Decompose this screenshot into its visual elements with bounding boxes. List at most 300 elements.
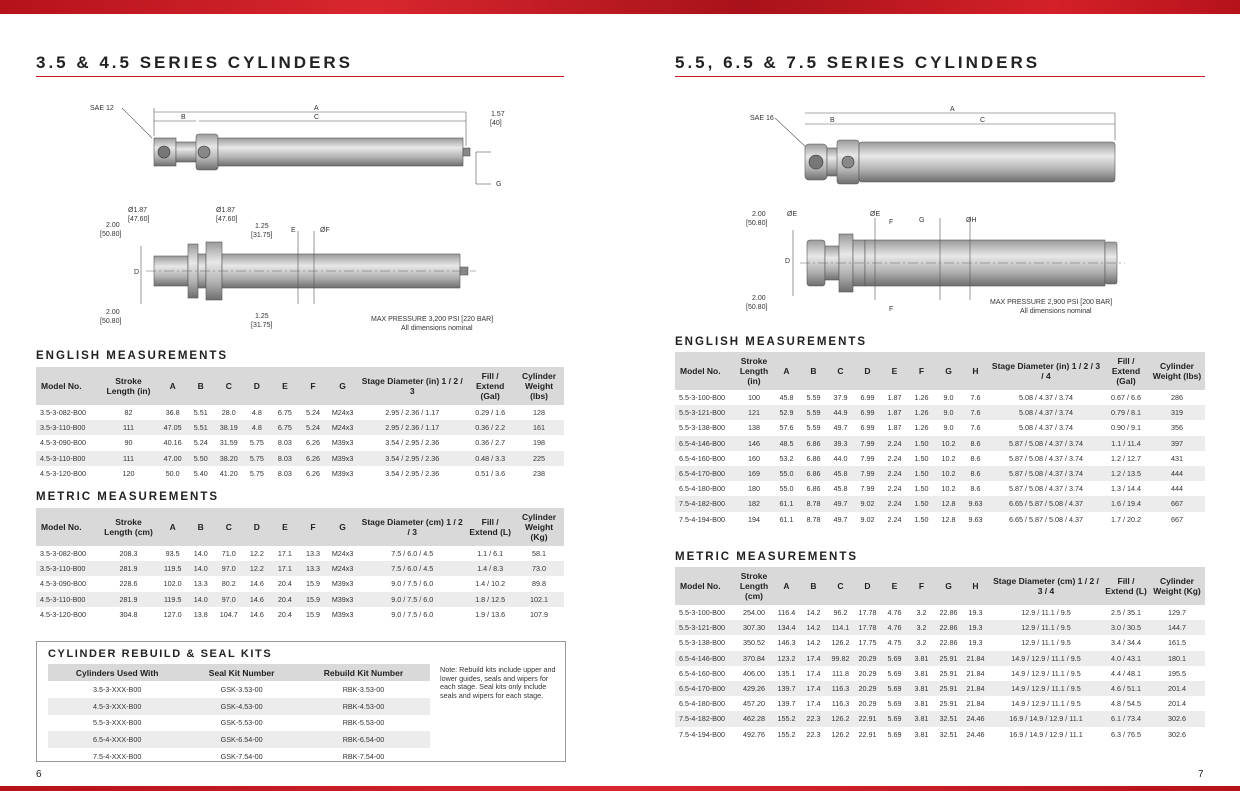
nominal-note: All dimensions nominal [1020,308,1092,315]
dim-D: D [785,258,791,265]
table-cell: 406.00 [743,668,765,678]
table-cell: 3.81 [914,699,929,709]
table-cell: 10.2 [935,436,962,451]
column-header: G [935,567,962,605]
table-cell: 28.0 [221,408,236,418]
table-cell: 9.0 / 7.5 / 6.0 [358,592,466,607]
table-cell: 16.9 / 14.9 / 12.9 / 11.1 [989,711,1103,726]
table-cell: 5.51 [193,408,208,418]
english-heading: ENGLISH MEASUREMENTS [675,336,868,348]
table-cell: GSK-7.54-00 [220,752,263,762]
table-row [675,681,1205,696]
table-cell: 12.9 / 11.1 / 9.5 [1021,638,1071,648]
table-cell: 99.82 [827,651,854,666]
table-cell: 126.2 [831,638,850,648]
table-cell: 20.29 [854,651,881,666]
table-cell: 22.91 [854,711,881,726]
table-cell: 111.8 [832,668,849,678]
table-cell: 3.5-3-XXX-B00 [92,684,142,694]
table-cell: 9.0 [943,423,954,433]
table-row [675,496,1205,511]
table-cell: 6.5-4-180-B00 [679,699,725,709]
table-cell: 146.3 [777,638,796,648]
table-cell: 7.5 / 6.0 / 4.5 [358,561,466,576]
table-cell: M24x3 [327,561,358,576]
table-cell: 21.84 [966,699,985,709]
table-cell: 116.3 [831,699,850,709]
table-cell: 180.1 [1149,651,1205,666]
table-cell: M24x3 [327,420,358,435]
table-cell: 7.5-4-194-B00 [679,729,725,739]
d125a-metric: [31.75] [251,232,273,239]
column-header: Stage Diameter (cm) 1 / 2 / 3 / 4 [989,567,1103,605]
dim-157: 1.57 [491,111,505,118]
table-cell: 667 [1149,496,1205,511]
table-cell: 17.75 [858,638,877,648]
column-header: Cylinder Weight (lbs) [514,367,564,405]
table-cell: 302.6 [1168,729,1186,739]
table-cell: 0.36 / 2.2 [466,420,514,435]
table-cell: 6.65 / 5.87 / 5.08 / 4.37 [1009,514,1083,524]
table-cell: 24.46 [966,729,985,739]
table-cell: 104.7 [219,609,238,619]
table-cell: 14.9 / 12.9 / 11.1 / 9.5 [989,651,1103,666]
table-cell: 6.5-4-146-B00 [675,651,735,666]
table-cell: 228.6 [119,579,138,589]
table-cell: 3.2 [908,620,935,635]
table-cell: M39x3 [331,468,354,478]
table-cell: RBK-4.53-00 [297,698,430,715]
column-header: C [215,508,243,546]
table-cell: 5.75 [249,468,264,478]
table-cell: 3.81 [914,729,929,739]
table-cell: M39x3 [331,579,354,589]
table-cell: 1.8 / 12.5 [466,592,514,607]
table-cell: 7.5-4-182-B00 [675,496,735,511]
table-cell: 201.4 [1149,681,1205,696]
table-cell: 7.5-4-182-B00 [675,711,735,726]
table-cell: 1.7 / 20.2 [1111,514,1141,524]
table-cell: 12.2 [243,561,271,576]
table-cell: 5.69 [887,668,902,678]
header-row [675,352,1205,390]
table-cell: 31.59 [219,438,238,448]
table-cell: 45.8 [779,393,794,403]
table-cell: 7.6 [962,405,989,420]
table-cell: 4.5-3-110-B00 [36,592,98,607]
table-cell: 4.8 [251,408,262,418]
column-header: B [800,352,827,390]
column-header: F [908,567,935,605]
table-cell: M24x3 [331,408,354,418]
table-cell: 4.5-3-120-B00 [40,609,86,619]
table-cell: 129.7 [1168,608,1186,618]
table-cell: 6.5-4-170-B00 [675,681,735,696]
table-cell: 4.5-3-090-B00 [40,579,86,589]
table-cell: 1.2 / 13.5 [1103,466,1149,481]
table-cell: 20.4 [277,609,292,619]
table-cell: 6.99 [860,423,875,433]
table-cell: 82 [124,408,133,418]
table-cell: 139.7 [777,699,796,709]
table-cell: 22.91 [858,729,877,739]
table-cell: 120 [122,468,135,478]
table-cell: 21.84 [962,651,989,666]
table-cell: 319 [1149,405,1205,420]
table-cell: 3.0 / 30.5 [1103,620,1149,635]
table-cell: 14.9 / 12.9 / 11.1 / 9.5 [1011,668,1081,678]
table-cell: 8.6 [962,466,989,481]
table-cell: 5.87 / 5.08 / 4.37 / 3.74 [1009,453,1083,463]
table-cell: 4.75 [887,638,902,648]
table-cell: 12.8 [935,496,962,511]
column-header: C [827,567,854,605]
table-cell: 45.8 [827,466,854,481]
table-cell: 5.5-3-100-B00 [679,608,725,618]
table-cell: 37.9 [833,393,848,403]
table-cell: 6.86 [800,436,827,451]
table-cell: 25.91 [935,651,962,666]
column-header: G [935,352,962,390]
table-cell: 55.0 [773,466,800,481]
table-cell: 431 [1171,453,1183,463]
table-cell: 48.5 [773,436,800,451]
table-cell: 2.95 / 2.36 / 1.17 [385,408,440,418]
table-cell: 201.4 [1168,699,1186,709]
table-cell: 14.6 [243,592,271,607]
table-row [675,420,1205,435]
table-cell: 21.84 [962,681,989,696]
table-cell: 8.78 [806,514,821,524]
table-cell: 7.99 [854,436,881,451]
kits-title: CYLINDER REBUILD & SEAL KITS [48,648,273,660]
table-row [48,731,430,748]
cylinder-diagram-left [36,96,564,336]
table-cell: 20.29 [858,699,877,709]
dim-G: G [919,217,925,224]
column-header: Stage Diameter (cm) 1 / 2 / 3 [358,508,466,546]
table-cell: 47.00 [159,451,187,466]
title-rule [675,76,1205,77]
table-cell: 6.86 [800,466,827,481]
table-row [675,451,1205,466]
d200a-metric: [50.80] [100,231,122,238]
table-row [675,436,1205,451]
table-cell: 53.2 [779,453,794,463]
table-cell: 9.63 [968,514,983,524]
table-cell: 32.51 [939,729,958,739]
table-cell: 7.99 [860,453,875,463]
table-cell: 2.5 / 35.1 [1111,608,1141,618]
table-cell: 281.9 [98,561,158,576]
column-header: Cylinder Weight (Kg) [1149,567,1205,605]
table-cell: 89.8 [532,579,547,589]
metric-table [675,567,1205,742]
table-cell: 41.20 [219,468,238,478]
metric-heading: METRIC MEASUREMENTS [36,491,220,503]
table-cell: 2.24 [881,466,908,481]
table-cell: 5.69 [887,699,902,709]
table-cell: 5.5-3-138-B00 [679,423,725,433]
table-cell: 0.90 / 9.1 [1111,423,1141,433]
column-header: G [327,367,358,405]
dia2-label: Ø1.87 [216,207,236,214]
table-cell: 24.46 [962,711,989,726]
table-cell: 2.24 [887,484,902,494]
table-cell: 5.87 / 5.08 / 4.37 / 3.74 [989,436,1103,451]
sae-label: SAE 16 [750,115,774,122]
table-cell: 44.0 [833,453,848,463]
table-cell: 17.4 [806,668,821,678]
table-cell: 7.6 [970,423,981,433]
table-cell: 444 [1171,484,1183,494]
dim-D: D [134,269,140,276]
nominal-note: All dimensions nominal [401,325,473,332]
table-cell: 119.5 [159,592,187,607]
table-cell: 5.5-3-138-B00 [679,638,725,648]
dim-B: B [830,117,835,124]
table-cell: 3.5-3-082-B00 [40,549,86,559]
table-cell: 15.9 [305,579,320,589]
table-cell: 307.30 [735,620,773,635]
table-cell: 40.16 [163,438,182,448]
table-cell: 14.9 / 12.9 / 11.1 / 9.5 [989,681,1103,696]
table-cell: 102.1 [514,592,564,607]
dim-B: B [181,114,186,121]
kits-box [36,641,566,762]
table-row [675,620,1205,635]
table-cell: 6.26 [305,438,320,448]
table-cell: 123.2 [773,651,800,666]
bottom-banner [0,786,1240,791]
table-cell: 492.76 [743,729,765,739]
table-cell: 9.63 [962,496,989,511]
table-cell: 22.86 [939,638,958,648]
column-header: Stroke Length (in) [98,367,158,405]
table-cell: 47.05 [159,420,187,435]
table-cell: 22.3 [800,711,827,726]
table-cell: 4.6 / 51.1 [1103,681,1149,696]
table-cell: 20.4 [277,579,292,589]
table-cell: 14.0 [187,592,215,607]
table-cell: 6.65 / 5.87 / 5.08 / 4.37 [989,496,1103,511]
table-cell: 5.08 / 4.37 / 3.74 [989,405,1103,420]
table-cell: M39x3 [327,451,358,466]
table-cell: 146 [735,436,773,451]
table-cell: 96.2 [833,608,848,618]
column-header: Model No. [675,352,735,390]
table-cell: 4.8 / 54.5 [1111,699,1141,709]
table-cell: 1.26 [914,393,929,403]
table-cell: RBK-5.53-00 [342,718,385,728]
table-cell: 32.51 [935,711,962,726]
column-header: A [159,367,187,405]
table-cell: 6.5-4-160-B00 [679,453,725,463]
d125a: 1.25 [255,223,269,230]
table-cell: 1.2 / 12.7 [1111,453,1141,463]
table-cell: 38.19 [215,420,243,435]
table-cell: GSK-4.53-00 [186,698,297,715]
table-cell: 6.75 [271,420,299,435]
table-cell: 14.2 [806,608,821,618]
table-cell: 55.0 [779,484,794,494]
table-cell: 6.86 [806,453,821,463]
dia2-metric: [47.60] [216,216,238,223]
table-row [675,405,1205,420]
table-cell: 225 [514,451,564,466]
column-header: H [962,352,989,390]
column-header: A [159,508,187,546]
table-cell: 13.8 [193,609,208,619]
table-cell: 144.7 [1149,620,1205,635]
table-cell: 6.75 [277,408,292,418]
column-header: D [854,567,881,605]
table-cell: 39.3 [827,436,854,451]
table-cell: 3.81 [908,681,935,696]
table-cell: 49.7 [827,496,854,511]
column-header: F [299,508,327,546]
table-cell: 22.3 [806,729,821,739]
table-cell: 15.9 [305,609,320,619]
table-cell: 17.1 [277,549,292,559]
top-banner [0,0,1240,14]
column-header: B [187,367,215,405]
kits-table [48,664,430,765]
table-cell: 135.1 [777,668,796,678]
pressure-note: MAX PRESSURE 3,200 PSI [220 BAR] [371,316,494,323]
table-cell: 36.8 [165,408,180,418]
table-cell: 20.4 [271,592,299,607]
dim-E: E [291,227,296,234]
table-cell: 25.91 [939,668,958,678]
table-cell: 58.1 [532,549,547,559]
table-cell: 4.8 [243,420,271,435]
table-cell: 111 [98,420,158,435]
d200a: 2.00 [106,222,120,229]
column-header: E [271,508,299,546]
table-cell: 97.0 [215,561,243,576]
table-cell: RBK-3.53-00 [342,684,385,694]
table-cell: 126.2 [827,711,854,726]
table-cell: 119.5 [159,561,187,576]
table-cell: 1.1 / 11.4 [1103,436,1149,451]
table-cell: 14.2 [806,638,821,648]
d200a-metric: [50.80] [746,220,768,227]
d200b: 2.00 [106,309,120,316]
table-cell: 4.5-3-110-B00 [36,451,98,466]
table-cell: 71.0 [221,549,236,559]
sae-label: SAE 12 [90,105,114,112]
table-row [48,715,430,732]
table-cell: 17.78 [858,608,877,618]
table-cell: 121 [735,405,773,420]
dim-A: A [314,105,319,112]
table-cell: 6.99 [860,393,875,403]
table-cell: 1.87 [881,405,908,420]
table-cell: 457.20 [743,699,765,709]
page-number: 7 [1198,769,1204,780]
table-cell: 1.87 [887,423,902,433]
table-cell: GSK-6.54-00 [186,731,297,748]
column-header: E [881,567,908,605]
column-header: G [327,508,358,546]
table-cell: 25.91 [935,681,962,696]
table-cell: 25.91 [939,699,958,709]
table-cell: 9.0 [935,405,962,420]
table-row [36,561,564,576]
table-cell: 21.84 [966,668,985,678]
table-cell: 1.50 [908,436,935,451]
table-cell: 286 [1171,393,1183,403]
table-cell: 80.2 [221,579,236,589]
table-cell: 6.86 [806,484,821,494]
table-row [36,420,564,435]
table-cell: RBK-6.54-00 [297,731,430,748]
table-cell: 0.79 / 8.1 [1103,405,1149,420]
table-row [675,651,1205,666]
table-cell: 208.3 [119,549,138,559]
table-cell: 5.69 [881,681,908,696]
column-header: Cylinder Weight (Kg) [514,508,564,546]
table-cell: 6.99 [854,405,881,420]
table-row [675,481,1205,496]
table-cell: 5.59 [806,423,821,433]
table-cell: 0.48 / 3.3 [466,451,514,466]
table-cell: 14.6 [249,579,264,589]
table-cell: 9.02 [860,514,875,524]
dim-40: [40] [490,120,502,127]
english-table [36,367,564,481]
table-row [675,605,1205,620]
table-cell: 12.9 / 11.1 / 9.5 [989,620,1103,635]
table-cell: 22.86 [939,608,958,618]
table-cell: 111 [98,451,158,466]
table-cell: 1.1 / 6.1 [477,549,504,559]
table-cell: 5.5-3-100-B00 [679,393,725,403]
table-cell: 194 [748,514,760,524]
table-cell: 12.9 / 11.1 / 9.5 [1021,608,1071,618]
table-cell: 5.08 / 4.37 / 3.74 [1019,393,1073,403]
table-row [36,435,564,450]
table-cell: 4.76 [881,620,908,635]
d200b-metric: [50.80] [100,318,122,325]
table-cell: 114.1 [827,620,854,635]
table-cell: 17.4 [800,681,827,696]
header-row [48,664,430,681]
table-cell: 134.4 [773,620,800,635]
table-cell: 4.76 [887,608,902,618]
column-header: Cylinder Weight (lbs) [1149,352,1205,390]
table-cell: 2.95 / 2.36 / 1.17 [358,420,466,435]
table-cell: 1.26 [914,423,929,433]
table-cell: 5.5-3-121-B00 [675,405,735,420]
table-cell: 73.0 [514,561,564,576]
table-cell: 2.24 [887,514,902,524]
table-cell: 17.4 [806,699,821,709]
table-cell: 9.0 / 7.5 / 6.0 [391,579,434,589]
table-row [48,681,430,698]
english-heading: ENGLISH MEASUREMENTS [36,350,229,362]
table-cell: 52.9 [773,405,800,420]
table-cell: 1.50 [908,466,935,481]
table-cell: 4.0 / 43.1 [1103,651,1149,666]
table-cell: 3.54 / 2.95 / 2.36 [385,438,440,448]
table-cell: 14.2 [800,620,827,635]
table-cell: 5.59 [800,405,827,420]
table-cell: 6.5-4-170-B00 [675,466,735,481]
table-cell: 1.50 [914,514,929,524]
table-cell: 3.5-3-082-B00 [40,408,86,418]
